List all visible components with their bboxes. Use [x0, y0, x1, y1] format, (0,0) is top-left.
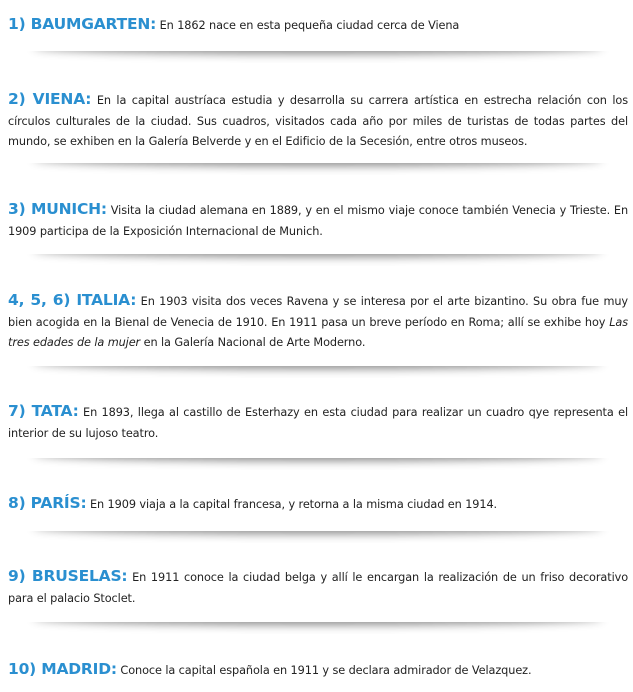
entry-heading: 3) MUNICH: — [8, 200, 107, 218]
entry-munich — [8, 199, 628, 242]
entry-paris — [8, 493, 628, 516]
artwork-title: Las tres edades de la mujer — [8, 315, 628, 349]
entry-heading: 10) MADRID: — [8, 660, 117, 678]
entry-bruselas — [8, 566, 628, 609]
entry-heading: 2) VIENA: — [8, 90, 92, 108]
entry-text: En 1911 conoce la ciudad belga y allí le encargan la realización de un friso decorativo para el palacio Stoclet. — [8, 571, 629, 605]
entry-text: Visita la ciudad alemana en 1889, y en el mismo viaje conoce también Venecia y Trieste. En 1909 participa de la Exposición Internacional de Munich. — [8, 204, 628, 238]
entry-heading: 7) TATA: — [8, 402, 79, 420]
section-divider — [8, 51, 628, 63]
entry-tata — [8, 401, 628, 444]
entry-text: Conoce la capital española en 1911 y se declara admirador de Velazquez. — [120, 664, 532, 677]
entry-text: En la capital austríaca estudia y desarrolla su carrera artística en estrecha relación con los círculos culturales de la ciudad. Sus cuadros, visitados cada año por miles de turistas de todas partes del mundo, se exhiben en la Galería Belverde y en el Edificio de la Secesión, entre otros museos. — [8, 94, 628, 148]
entry-text: En 1862 nace en esta pequeña ciudad cerca de Viena — [159, 19, 460, 32]
entry-text: En 1909 viaja a la capital francesa, y retorna a la misma ciudad en 1914. — [89, 498, 498, 511]
entry-italia — [8, 290, 628, 354]
entry-text: En 1903 visita dos veces Ravena y se interesa por el arte bizantino. Su obra fue muy bien acogida en la Bienal de Venecia de 1910. En 1911 pasa un breve período en Roma; allí se exhibe hoy — [8, 295, 628, 329]
entry-heading: 4, 5, 6) ITALIA: — [8, 291, 137, 309]
entry-heading: 9) BRUSELAS: — [8, 567, 128, 585]
entry-heading: 1) BAUMGARTEN: — [8, 15, 157, 33]
section-divider — [8, 531, 628, 543]
section-divider — [8, 458, 628, 470]
entry-viena — [8, 89, 628, 153]
entry-madrid — [8, 659, 628, 682]
entry-text-after: en la Galería Nacional de Arte Moderno. — [143, 336, 366, 349]
entry-baumgarten — [8, 14, 628, 37]
entry-text: En 1893, llega al castillo de Esterhazy en esta ciudad para realizar un cuadro qye representa el interior de su lujoso teatro. — [8, 406, 629, 440]
entry-heading: 8) PARÍS: — [8, 494, 87, 512]
section-divider — [8, 254, 628, 266]
section-divider — [8, 163, 628, 175]
section-divider — [8, 622, 628, 634]
section-divider — [8, 366, 628, 378]
